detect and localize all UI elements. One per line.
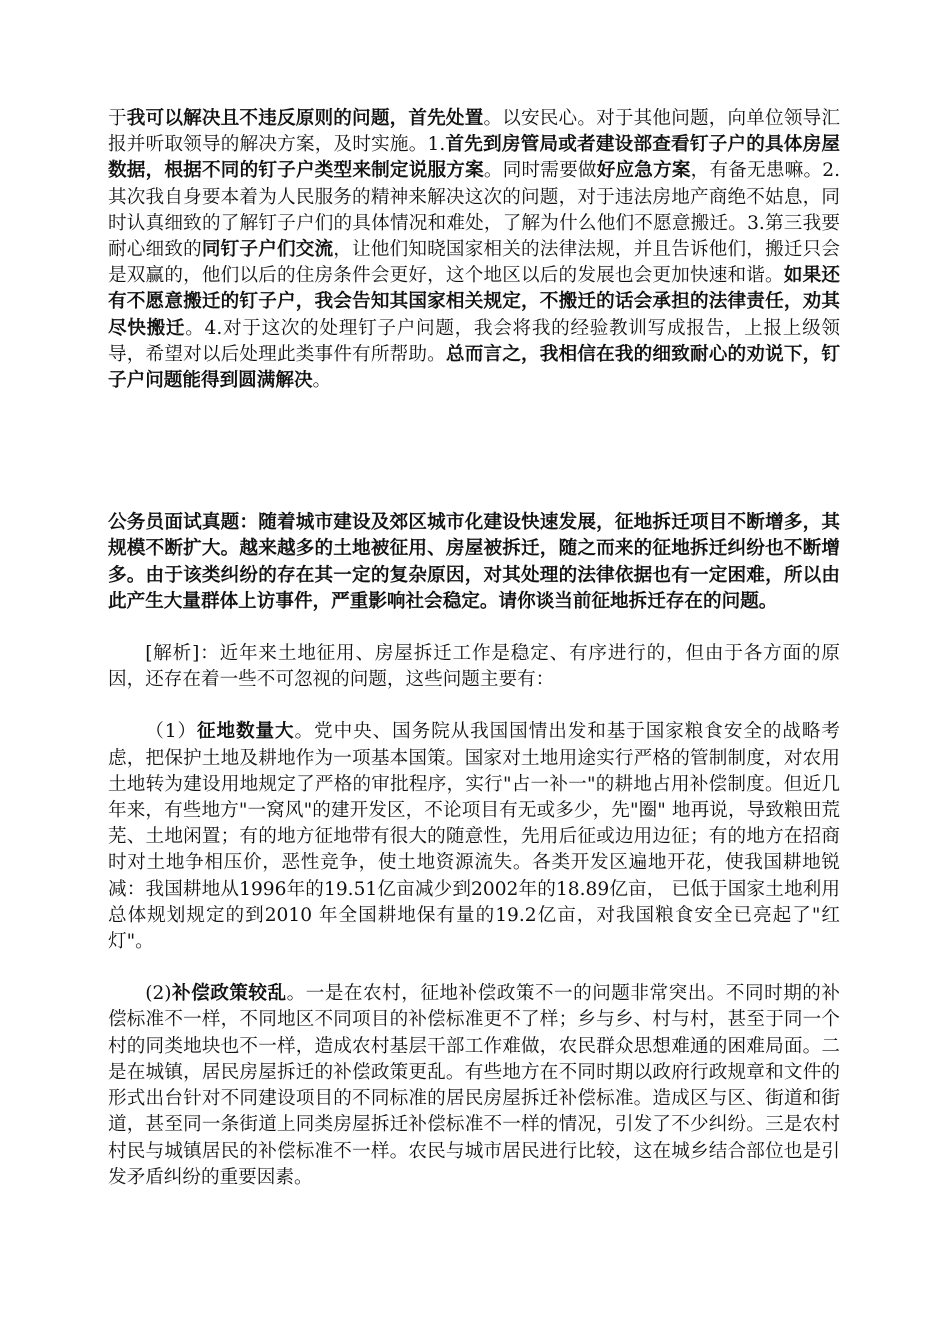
point-title: 征地数量大 bbox=[196, 721, 295, 743]
point-title: 补偿政策较乱 bbox=[171, 983, 287, 1005]
text-run: ，有备无患嘛。2.其次我自身要本着为人民服务的精神来解决这次的问题，对于违法房地产商绝不姑息，同时认真细致的了解钉子户们的具体情况和难处，了解为什么他们不愿意搬迁。3.第三我要耐心细致的 bbox=[108, 160, 840, 261]
bold-run: 我可以解决且不违反原则的问题，首先处置 bbox=[126, 108, 484, 129]
text-run: 。 bbox=[312, 370, 332, 392]
text-run: 于 bbox=[108, 108, 127, 129]
spacer bbox=[108, 452, 840, 510]
text-run: 。4.对于这次的处理钉子户问题，我会将我的经验教训写成报告，上报上级领导，希望对以后处理此类事件有所帮助。 bbox=[108, 317, 840, 365]
bold-run: 好应急方案 bbox=[596, 160, 691, 182]
spacer bbox=[108, 955, 840, 981]
point-2-paragraph bbox=[108, 981, 840, 1191]
point-body: 。一是在农村，征地补偿政策不一的问题非常突出。不同时期的补偿标准不一样，不同地区不同项目的补偿标准更不了样；乡与乡、村与村，甚至于同一个村的同类地块也不一样，造成农村基层干部工作难做，农民群众思想难通的困难局面。二是在城镇，居民房屋拆迁的补偿政策更乱。有些地方在不同时期以政府行政规章和文件的形式出台针对不同建设项目的不同标准的居民房屋拆迁补偿标准。造成区与区、街道和街道，甚至同一条街道上同类房屋拆迁补偿标准不一样的情况，引发了不少纠纷。三是农村村民与城镇居民的补偿标准不一样。农民与城市居民进行比较，这在城乡结合部位也是引发矛盾纠纷的重要因素。 bbox=[108, 983, 840, 1188]
point-number: (2) bbox=[145, 983, 172, 1005]
point-body: 。党中央、国务院从我国国情出发和基于国家粮食安全的战略考虑，把保护土地及耕地作为一项基本国策。国家对土地用途实行严格的管制制度，对农用土地转为建设用地规定了严格的审批程序，实行"占一补一"的耕地占用补偿制度。但近几年来，有些地方"一窝风"的建开发区，不论项目有无或多少，先"圈" 地再说，导致粮田荒芜、土地闲置；有的地方征地带有很大的随意性，先用后征或边用边征；有的地方在招商时对土地争相压价，恶性竞争，使土地资源流失。各类开发区遍地开花，使我国耕地锐减：我国耕地从1996年的19.51亿亩减少到2002年的18.89亿亩， 已低于国家土地利用总体规划规定的到2010 年全国耕地保有量的19.2亿亩，对我国粮食安全已亮起了"红灯"。 bbox=[108, 721, 840, 953]
interview-question: 公务员面试真题：随着城市建设及郊区城市化建设快速发展，征地拆迁项目不断增多，其规模不断扩大。越来越多的土地被征用、房屋被拆迁，随之而来的征地拆迁纠纷也不断增多。由于该类纠纷的存在其一定的复杂原因，对其处理的法律依据也有一定困难，所以由此产生大量群体上访事件，严重影响社会稳定。请你谈当前征地拆迁存在的问题。 bbox=[108, 512, 840, 612]
bold-run: 同钉子户们交流 bbox=[201, 239, 334, 261]
spacer bbox=[108, 394, 840, 452]
bold-run: 首先到房管局或者建设部查看钉子户的具体房屋数据，根据不同的钉子户类型来制定说服方案 bbox=[108, 134, 840, 182]
spacer bbox=[108, 615, 840, 641]
spacer bbox=[108, 693, 840, 719]
document-page bbox=[108, 106, 840, 1191]
point-number: （1） bbox=[145, 721, 197, 743]
bold-run: 总而言之，我相信在我的细致耐心的劝说下，钉子户问题能得到圆满解决 bbox=[108, 343, 840, 392]
text-run: 。同时需要做 bbox=[483, 160, 597, 182]
bold-run: 如果还有不愿意搬迁的钉子户，我会告知其国家相关规定，不搬迁的话会承担的法律责任，劝其尽快搬迁 bbox=[108, 265, 840, 339]
paragraph-intro bbox=[108, 106, 840, 394]
point-1-paragraph bbox=[108, 719, 840, 955]
text-run: ，让他们知晓国家相关的法律法规，并且告诉他们，搬迁只会是双赢的，他们以后的住房条件会更好，这个地区以后的发展也会更加快速和谐。 bbox=[108, 239, 840, 287]
text-run: 。以安民心。对于其他问题，向单位领导汇报并听取领导的解决方案，及时实施。1. bbox=[108, 108, 840, 156]
analysis-paragraph: [解析]：近年来土地征用、房屋拆迁工作是稳定、有序进行的，但由于各方面的原因，还存在着一些不可忽视的问题，这些问题主要有： bbox=[108, 643, 840, 691]
